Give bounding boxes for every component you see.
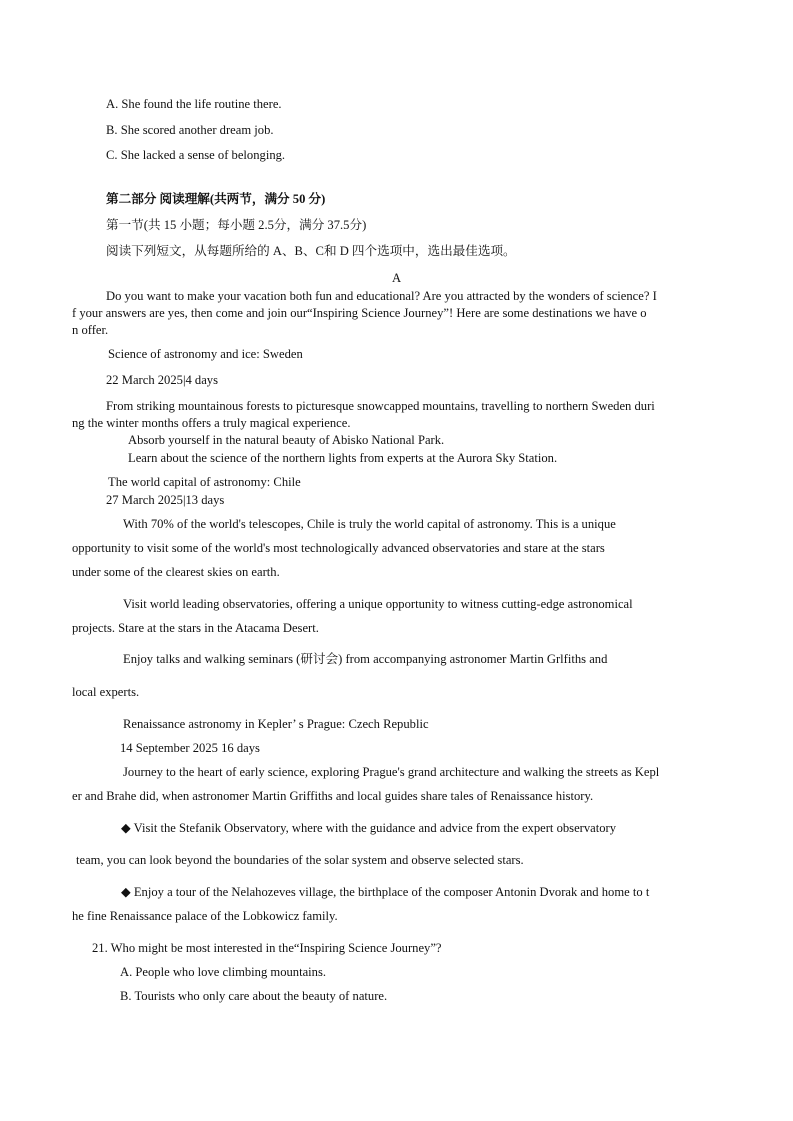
chile-bullet-2-line-1: Enjoy talks and walking seminars (研讨会) from accompanying astronomer Martin Grlfiths and [123,652,608,666]
sweden-bullet-2: Learn about the science of the northern lights from experts at the Aurora Sky Station. [128,451,558,465]
part-title: 第二部分 阅读理解(共两节，满分 50 分) [106,192,326,206]
prev-option-c: C. She lacked a sense of belonging. [106,148,286,162]
intro-line-1: Do you want to make your vacation both fun and educational? Are you attracted by the wonders of science? I [106,289,657,303]
sweden-date: 22 March 2025|4 days [106,373,218,387]
prague-date: 14 September 2025 16 days [120,741,260,755]
prague-bullet-1-line-1: ◆ Visit the Stefanik Observatory, where with the guidance and advice from the expert observatory [121,821,617,835]
prague-bullet-1-line-2: team, you can look beyond the boundaries of the solar system and observe selected stars. [76,853,524,867]
chile-title: The world capital of astronomy: Chile [108,475,301,489]
prague-desc-1: Journey to the heart of early science, exploring Prague's grand architecture and walking the streets as Kepl [123,765,660,779]
chile-bullet-2-line-2: local experts. [72,685,140,699]
prev-option-b: B. She scored another dream job. [106,123,274,137]
chile-bullet-1-line-2: projects. Stare at the stars in the Atacama Desert. [72,621,319,635]
instructions: 阅读下列短文，从每题所给的 A、B、C和 D 四个选项中，选出最佳选项。 [106,244,516,258]
subsection-title: 第一节(共 15 小题；每小题 2.5分，满分 37.5分) [106,218,367,232]
chile-bullet-1-line-1: Visit world leading observatories, offering a unique opportunity to witness cutting-edge astronomical [123,597,633,611]
chile-date: 27 March 2025|13 days [106,493,225,507]
prev-option-a: A. She found the life routine there. [106,97,282,111]
sweden-desc-2: ng the winter months offers a truly magical experience. [72,416,351,430]
chile-desc-2: opportunity to visit some of the world's most technologically advanced observatories and stare at the stars [72,541,605,555]
prague-desc-2: er and Brahe did, when astronomer Martin Griffiths and local guides share tales of Renaissance history. [72,789,594,803]
prague-title: Renaissance astronomy in Kepler’ s Prague: Czech Republic [123,717,429,731]
prague-bullet-2-line-1: ◆ Enjoy a tour of the Nelahozeves village, the birthplace of the composer Antonin Dvorak and home to t [121,885,650,899]
question-21-stem: 21. Who might be most interested in the“Inspiring Science Journey”? [92,941,442,955]
sweden-bullet-1: Absorb yourself in the natural beauty of Abisko National Park. [128,433,445,447]
question-21-option-b: B. Tourists who only care about the beauty of nature. [120,989,388,1003]
chile-desc-3: under some of the clearest skies on earth. [72,565,280,579]
passage-label: A [391,271,402,285]
sweden-desc-1: From striking mountainous forests to picturesque snowcapped mountains, travelling to northern Sweden duri [106,399,655,413]
intro-line-3: n offer. [72,323,109,337]
chile-desc-1: With 70% of the world's telescopes, Chile is truly the world capital of astronomy. This is a unique [123,517,616,531]
prague-bullet-2-line-2: he fine Renaissance palace of the Lobkowicz family. [72,909,338,923]
sweden-title: Science of astronomy and ice: Sweden [108,347,303,361]
question-21-option-a: A. People who love climbing mountains. [120,965,327,979]
intro-line-2: f your answers are yes, then come and join our“Inspiring Science Journey”! Here are some destinations we have o [72,306,647,320]
